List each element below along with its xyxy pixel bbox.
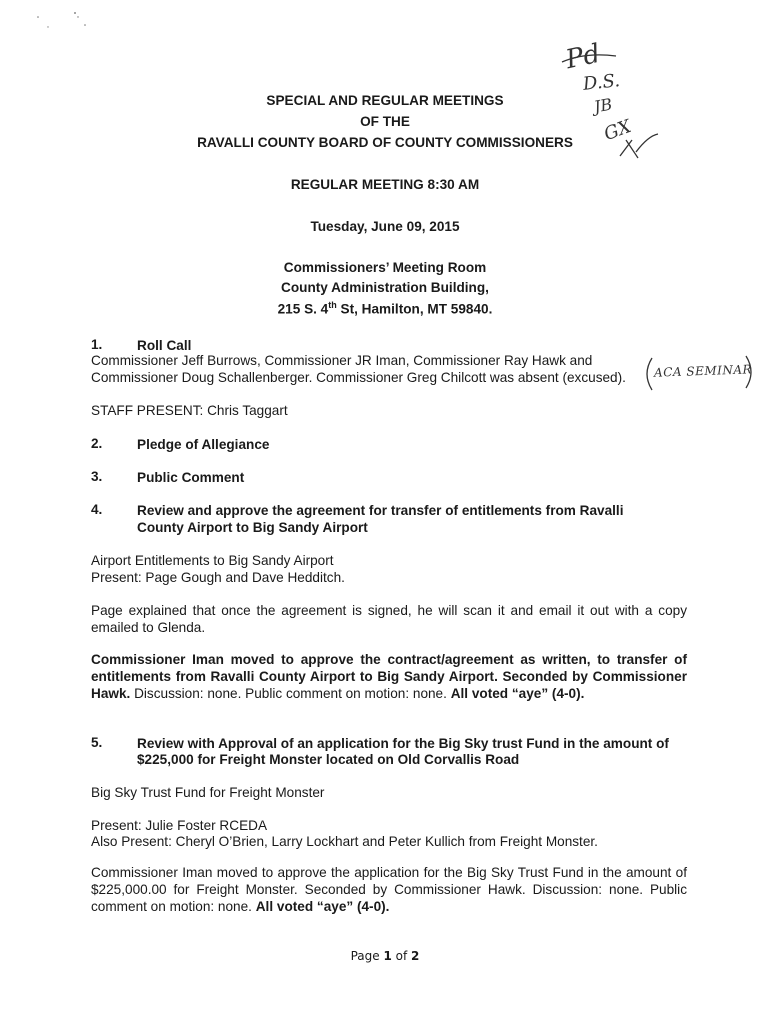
item-4-present: Present: Page Gough and Dave Hedditch. [91,570,345,585]
item-1-title: Roll Call [137,338,192,353]
item-4-motion [91,651,687,702]
item-5-subject: Big Sky Trust Fund for Freight Monster [91,785,325,800]
item-4-motion-discussion: Discussion: none. Public comment on motion: none. [130,686,451,701]
margin-note-text: ACA SEMINAR [653,362,753,380]
page-footer [0,949,770,963]
address-ordinal-suffix: th [328,300,337,310]
item-4-vote: All voted “aye” (4-0). [450,686,585,701]
handwritten-initial-ds: D.S. [582,70,621,95]
handwritten-initial-jb: JB [592,94,614,117]
meeting-building: County Administration Building, [281,280,489,295]
item-2-number: 2. [91,436,103,451]
meeting-room: Commissioners’ Meeting Room [283,260,487,275]
header-line-3: RAVALLI COUNTY BOARD OF COUNTY COMMISSIONERS [197,135,573,150]
meeting-date: Tuesday, June 09, 2015 [310,219,460,234]
item-5-motion-text: Commissioner Iman moved to approve the application for the Big Sky Trust Fund in the amount of $225,000.00 for Freight Monster. Seconded by Commissioner Hawk. Discussion: none. Public comment on motion: none. [91,865,687,914]
handwritten-initial-gx: GX [601,115,634,146]
roll-call-line-2: Commissioner Doug Schallenberger. Commissioner Greg Chilcott was absent (excused). [91,370,626,385]
item-4-number: 4. [91,502,103,517]
roll-call-line-1: Commissioner Jeff Burrows, Commissioner JR Iman, Commissioner Ray Hawk and [91,353,593,368]
footer-current-page: 1 [383,949,392,963]
item-5-vote: All voted “aye” (4-0). [255,899,390,914]
item-4-title-line-2: County Airport to Big Sandy Airport [137,520,368,535]
item-5-title-line-1: Review with Approval of an application for the Big Sky trust Fund in the amount of [137,736,669,751]
address-rest: St, Hamilton, MT 59840. [336,301,493,317]
scan-speck-marks [30,5,90,30]
item-3-title: Public Comment [137,470,245,485]
item-4-subject: Airport Entitlements to Big Sandy Airport [91,553,334,568]
item-4-motion-text: Commissioner Iman moved to approve the contract/agreement as written, to transfer of entitlements from Ravalli County Airport to Big Sandy Airport. Seconded by Commissioner Hawk. [91,652,687,701]
item-4-title-line-1: Review and approve the agreement for transfer of entitlements from Ravalli [137,503,624,518]
address-street-number: 215 S. 4 [277,301,329,317]
item-4-explanation: Page explained that once the agreement is signed, he will scan it and email it out with a copy emailed to Glenda. [91,603,687,635]
footer-total-pages: 2 [411,949,420,963]
item-5-present: Present: Julie Foster RCEDA [91,818,268,833]
item-5-number: 5. [91,735,103,750]
initial-strike-mark [560,48,620,68]
footer-of-label: of [391,949,412,963]
meeting-time: REGULAR MEETING 8:30 AM [290,177,480,192]
handwritten-margin-note [644,354,756,394]
item-5-title-line-2: $225,000 for Freight Monster located on Old Corvallis Road [137,752,520,767]
item-2-title: Pledge of Allegiance [137,437,270,452]
footer-page-label: Page [350,949,384,963]
item-5-motion [91,864,687,915]
item-3-number: 3. [91,469,103,484]
header-line-1: SPECIAL AND REGULAR MEETINGS [266,93,504,108]
handwritten-initial-pd: Pd [563,38,603,76]
staff-present: STAFF PRESENT: Chris Taggart [91,403,288,418]
item-1-number: 1. [91,337,103,352]
meeting-address [0,300,770,317]
header-line-2: OF THE [360,114,410,129]
item-5-also-present: Also Present: Cheryl O’Brien, Larry Lockhart and Peter Kullich from Freight Monster. [91,834,598,849]
